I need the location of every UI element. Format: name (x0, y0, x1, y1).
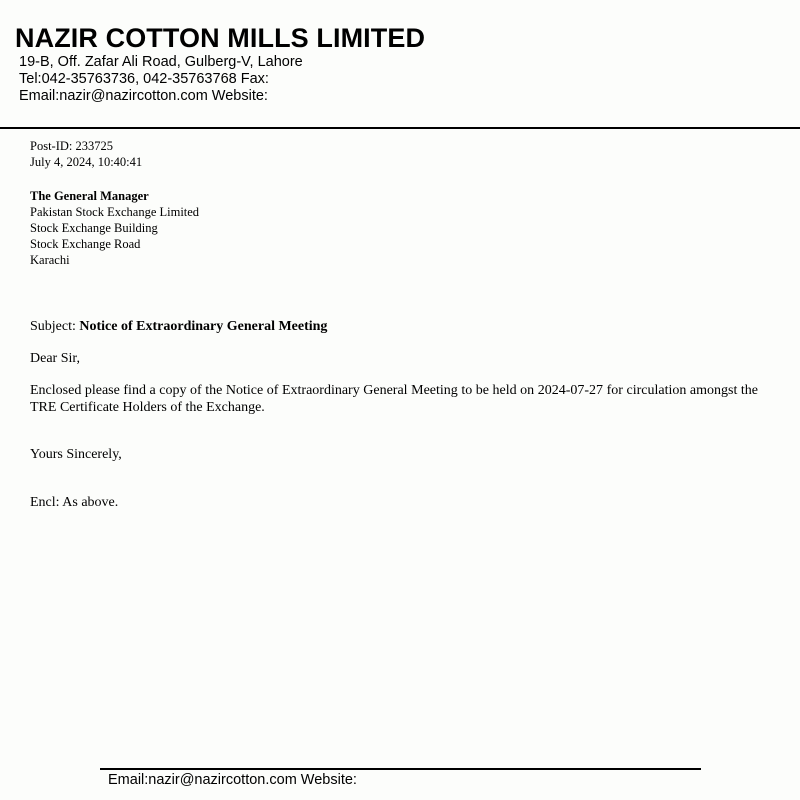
post-id: Post-ID: 233725 (30, 139, 113, 153)
subject-text: Notice of Extraordinary General Meeting (79, 319, 328, 334)
recipient-title: The General Manager (30, 189, 149, 203)
recipient-line: Pakistan Stock Exchange Limited (30, 205, 200, 219)
subject-line (30, 318, 327, 336)
footer-divider (100, 768, 701, 770)
letter-paragraph: Enclosed please find a copy of the Notice of Extraordinary General Meeting to be held on 2024-07-27 for circulation amongst the TRE Certificate Holders of the Exchange. (30, 383, 758, 415)
recipient-line: Stock Exchange Road (30, 237, 141, 251)
recipient-block (30, 188, 199, 268)
footer-contact: Email:nazir@nazircotton.com Website: (108, 772, 357, 788)
header-divider (0, 127, 800, 129)
letterhead (0, 0, 800, 128)
recipient-line: Karachi (30, 253, 70, 267)
company-address: 19-B, Off. Zafar Ali Road, Gulberg-V, Lahore (19, 54, 303, 70)
company-name: NAZIR COTTON MILLS LIMITED (15, 23, 426, 53)
company-phone: Tel:042-35763736, 042-35763768 Fax: (19, 71, 269, 87)
company-email: Email:nazir@nazircotton.com Website: (19, 88, 268, 104)
subject-label: Subject: (30, 319, 76, 334)
salutation: Dear Sir, (30, 351, 80, 366)
closing: Yours Sincerely, (30, 447, 122, 462)
post-datetime: July 4, 2024, 10:40:41 (30, 155, 143, 169)
recipient-line: Stock Exchange Building (30, 221, 158, 235)
enclosure-note: Encl: As above. (30, 495, 119, 510)
